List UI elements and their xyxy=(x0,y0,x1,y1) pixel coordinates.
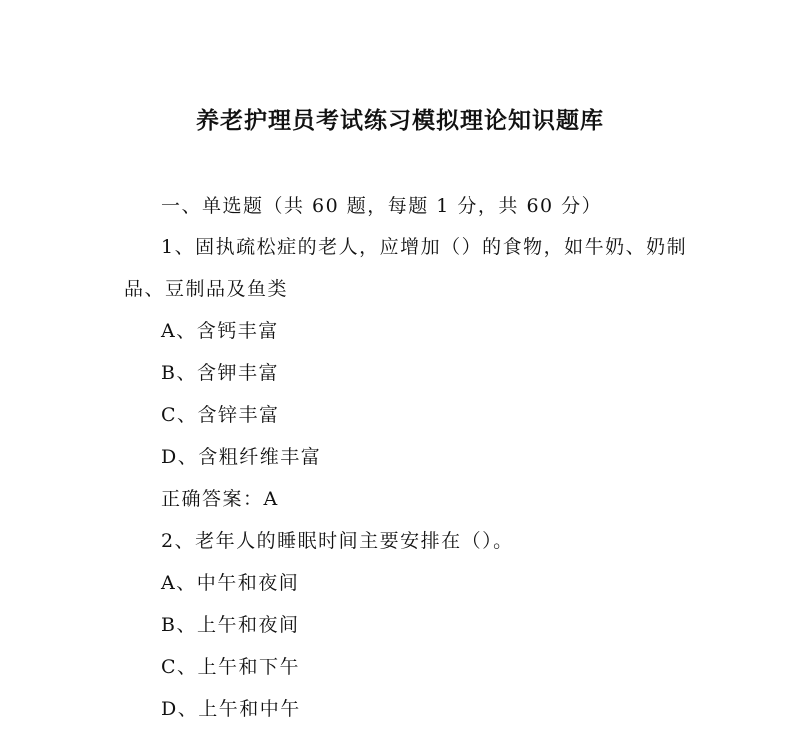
question-2-option-c: C、上午和下午 xyxy=(161,656,301,678)
question-2-option-a: A、中午和夜间 xyxy=(161,572,300,594)
question-2-option-d: D、上午和中午 xyxy=(161,698,301,720)
document-title: 养老护理员考试练习模拟理论知识题库 xyxy=(196,108,604,134)
question-1-stem: 1、固执疏松症的老人，应增加（）的食物，如牛奶、奶制 xyxy=(161,236,688,258)
question-1-option-d: D、含粗纤维丰富 xyxy=(161,446,322,468)
question-1-answer: 正确答案：A xyxy=(161,488,279,510)
question-1-stem-continued: 品、豆制品及鱼类 xyxy=(124,278,289,300)
section-heading: 一、单选题（共 60 题，每题 1 分，共 60 分） xyxy=(161,195,603,217)
question-1-option-b: B、含钾丰富 xyxy=(161,362,279,384)
question-2-stem: 2、老年人的睡眠时间主要安排在（）。 xyxy=(161,530,514,552)
question-2-option-b: B、上午和夜间 xyxy=(161,614,300,636)
question-1-option-c: C、含锌丰富 xyxy=(161,404,280,426)
question-1-option-a: A、含钙丰富 xyxy=(161,320,279,342)
